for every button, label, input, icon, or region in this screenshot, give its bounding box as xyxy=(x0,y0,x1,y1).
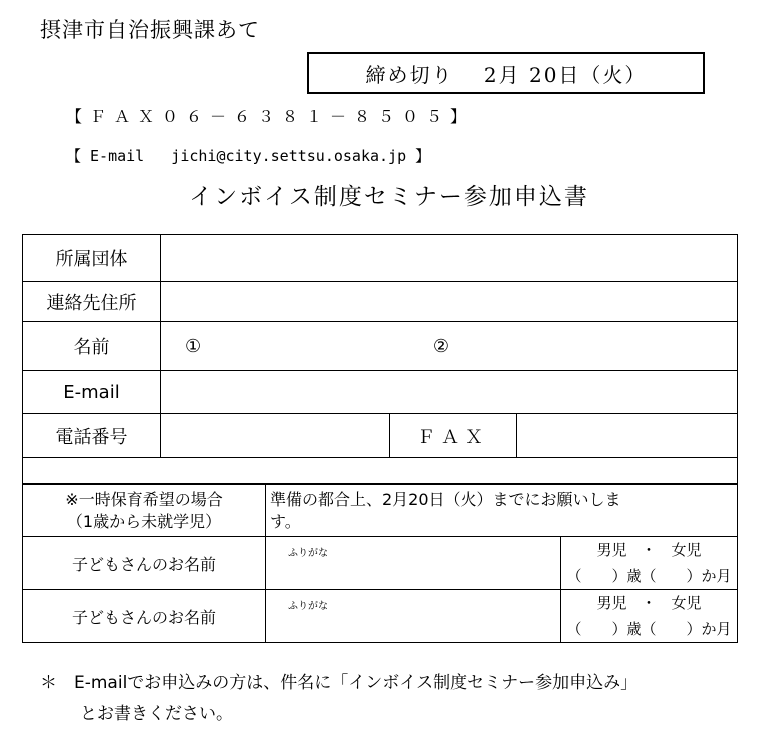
age-fields[interactable]: （ ）歳（ ）か月 xyxy=(566,620,732,638)
email-note: ＊ E-mailでお申込みの方は、件名に「インボイス制度セミナー参加申込み」 xyxy=(40,673,638,693)
childcare-notice-line1: 準備の都合上、2月20日（火）までにお願いしま xyxy=(270,489,621,509)
phone-field[interactable] xyxy=(161,414,390,458)
child-gender-age xyxy=(561,590,738,643)
furigana-label: ふりがな xyxy=(288,601,328,612)
gender-options[interactable]: 男児 ・ 女児 xyxy=(596,594,702,612)
childcare-notice xyxy=(266,485,738,537)
spacer-row xyxy=(23,458,738,484)
name-row xyxy=(23,322,738,371)
org-label: 所属団体 xyxy=(23,235,161,282)
child-row xyxy=(23,590,738,643)
child-name-label: 子どもさんのお名前 xyxy=(23,590,266,643)
child-row xyxy=(23,537,738,590)
childcare-heading-line2: （1歳から未就学児） xyxy=(66,511,222,531)
org-field[interactable] xyxy=(161,235,738,282)
deadline-box: 締め切り 2月 20日（火） xyxy=(307,52,705,94)
email-label: E-mail xyxy=(23,371,161,414)
address-row xyxy=(23,282,738,322)
email-field[interactable] xyxy=(161,371,738,414)
email-note-continued: とお書きください。 xyxy=(80,704,233,724)
email-row xyxy=(23,371,738,414)
fax-number: 【ＦＡＸ０６－６３８１－８５０５】 xyxy=(66,107,475,126)
childcare-table xyxy=(22,484,738,643)
spacer-cell xyxy=(23,458,738,484)
org-row xyxy=(23,235,738,282)
name-slot-2: ② xyxy=(432,335,450,357)
address-field[interactable] xyxy=(161,282,738,322)
child-name-label: 子どもさんのお名前 xyxy=(23,537,266,590)
fax-field[interactable] xyxy=(517,414,738,458)
name-label: 名前 xyxy=(23,322,161,371)
address-label: 連絡先住所 xyxy=(23,282,161,322)
childcare-heading-line1: ※一時保育希望の場合 xyxy=(65,489,223,509)
name-field[interactable] xyxy=(161,322,738,371)
furigana-label: ふりがな xyxy=(288,548,328,559)
email-address: 【 E-mail jichi@city.settsu.osaka.jp 】 xyxy=(66,147,431,165)
application-form-table xyxy=(22,234,738,484)
childcare-heading xyxy=(23,485,266,537)
phone-label: 電話番号 xyxy=(23,414,161,458)
age-fields[interactable]: （ ）歳（ ）か月 xyxy=(566,567,732,585)
addressee-heading: 摂津市自治振興課あて xyxy=(40,18,260,42)
child-gender-age xyxy=(561,537,738,590)
child-name-field[interactable] xyxy=(266,537,561,590)
fax-label: ＦＡＸ xyxy=(390,414,517,458)
childcare-heading-row xyxy=(23,485,738,537)
name-slot-1: ① xyxy=(185,335,202,357)
gender-options[interactable]: 男児 ・ 女児 xyxy=(596,541,702,559)
form-title: インボイス制度セミナー参加申込書 xyxy=(189,184,589,210)
child-name-field[interactable] xyxy=(266,590,561,643)
phone-row xyxy=(23,414,738,458)
childcare-notice-line2: す。 xyxy=(270,511,301,531)
